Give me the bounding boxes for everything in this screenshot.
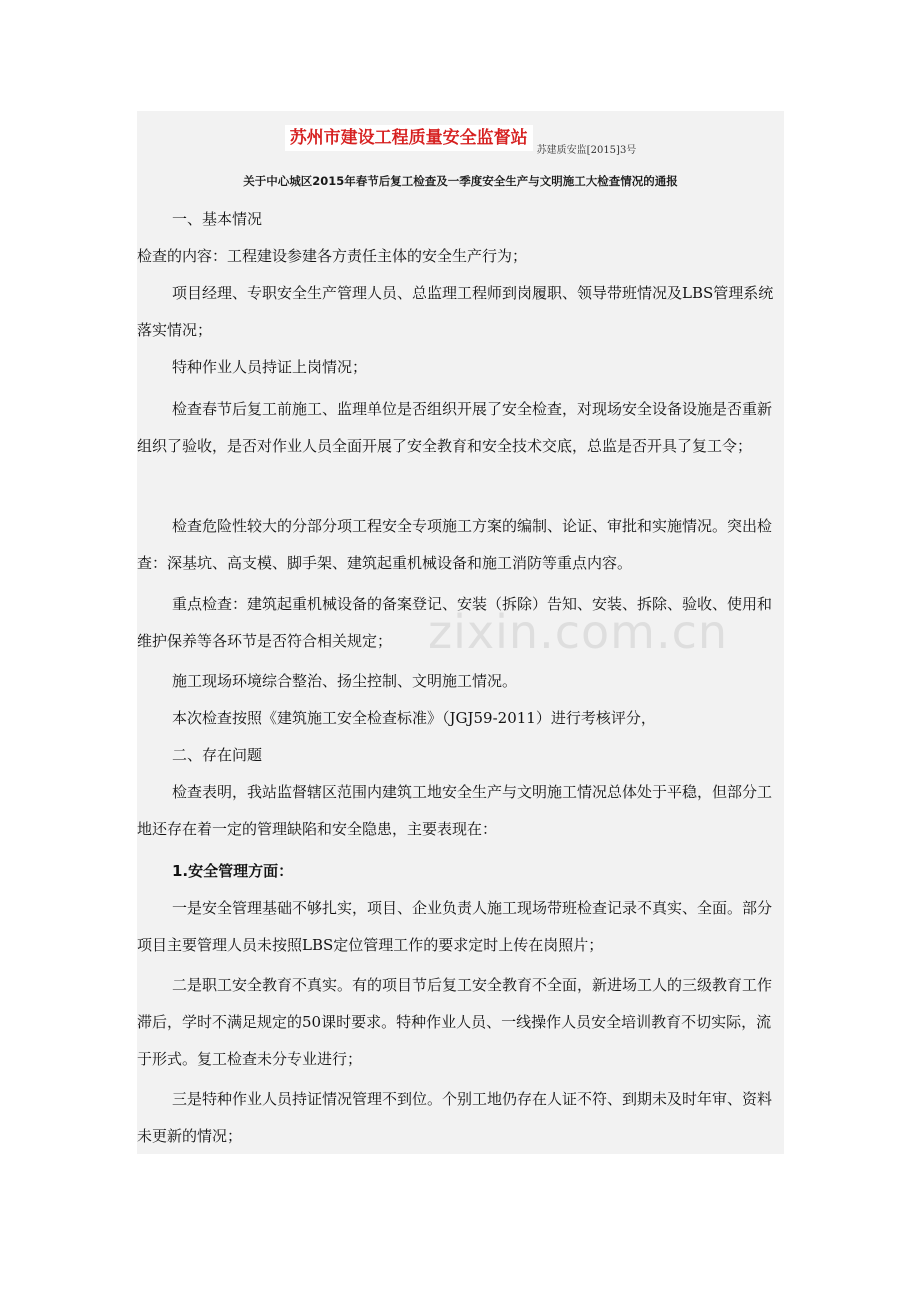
paragraph: 检查春节后复工前施工、监理单位是否组织开展了安全检查，对现场安全设备设施是否重新组织了验收，是否对作业人员全面开展了安全教育和安全技术交底，总监是否开具了复工令； [137, 400, 773, 455]
paragraph: 重点检查：建筑起重机械设备的备案登记、安装（拆除）告知、安装、拆除、验收、使用和维护保养等各环节是否符合相关规定； [137, 595, 773, 650]
paragraph: 特种作业人员持证上岗情况； [172, 358, 368, 376]
paragraph: 项目经理、专职安全生产管理人员、总监理工程师到岗履职、领导带班情况及LBS管理系统落实情况； [137, 284, 774, 339]
document-title: 关于中心城区2015年春节后复工检查及一季度安全生产与文明施工大检查情况的通报 [243, 174, 678, 188]
paragraph: 检查危险性较大的分部分项工程安全专项施工方案的编制、论证、审批和实施情况。突出检查：深基坑、高支模、脚手架、建筑起重机械设备和施工消防等重点内容。 [137, 517, 773, 572]
issuing-organization: 苏州市建设工程质量安全监督站 [285, 125, 533, 151]
section-heading-1: 一、基本情况 [172, 210, 263, 228]
section-heading-2: 二、存在问题 [172, 746, 263, 764]
subsection-heading: 1.安全管理方面： [172, 862, 294, 880]
paragraph: 检查表明，我站监督辖区范围内建筑工地安全生产与文明施工情况总体处于平稳，但部分工地还存在着一定的管理缺陷和安全隐患，主要表现在： [137, 783, 773, 838]
paragraph: 一是安全管理基础不够扎实，项目、企业负责人施工现场带班检查记录不真实、全面。部分项目主要管理人员未按照LBS定位管理工作的要求定时上传在岗照片； [137, 899, 773, 954]
paragraph: 本次检查按照《建筑施工安全检查标准》（JGJ59-2011）进行考核评分， [172, 709, 656, 727]
paragraph: 检查的内容：工程建设参建各方责任主体的安全生产行为； [137, 247, 528, 265]
paragraph: 三是特种作业人员持证情况管理不到位。个别工地仍存在人证不符、到期未及时年审、资料未更新的情况； [137, 1090, 773, 1145]
paragraph: 二是职工安全教育不真实。有的项目节后复工安全教育不全面，新进场工人的三级教育工作滞后，学时不满足规定的50课时要求。特种作业人员、一线操作人员安全培训教育不切实际，流于形式。复工检查未分专业进行； [137, 976, 773, 1068]
paragraph: 施工现场环境综合整治、扬尘控制、文明施工情况。 [172, 672, 518, 690]
watermark: zixin.com.cn [428, 605, 729, 659]
document-number: 苏建质安监[2015]3号 [536, 145, 637, 156]
document-header [137, 125, 784, 159]
document-page [137, 111, 784, 1154]
